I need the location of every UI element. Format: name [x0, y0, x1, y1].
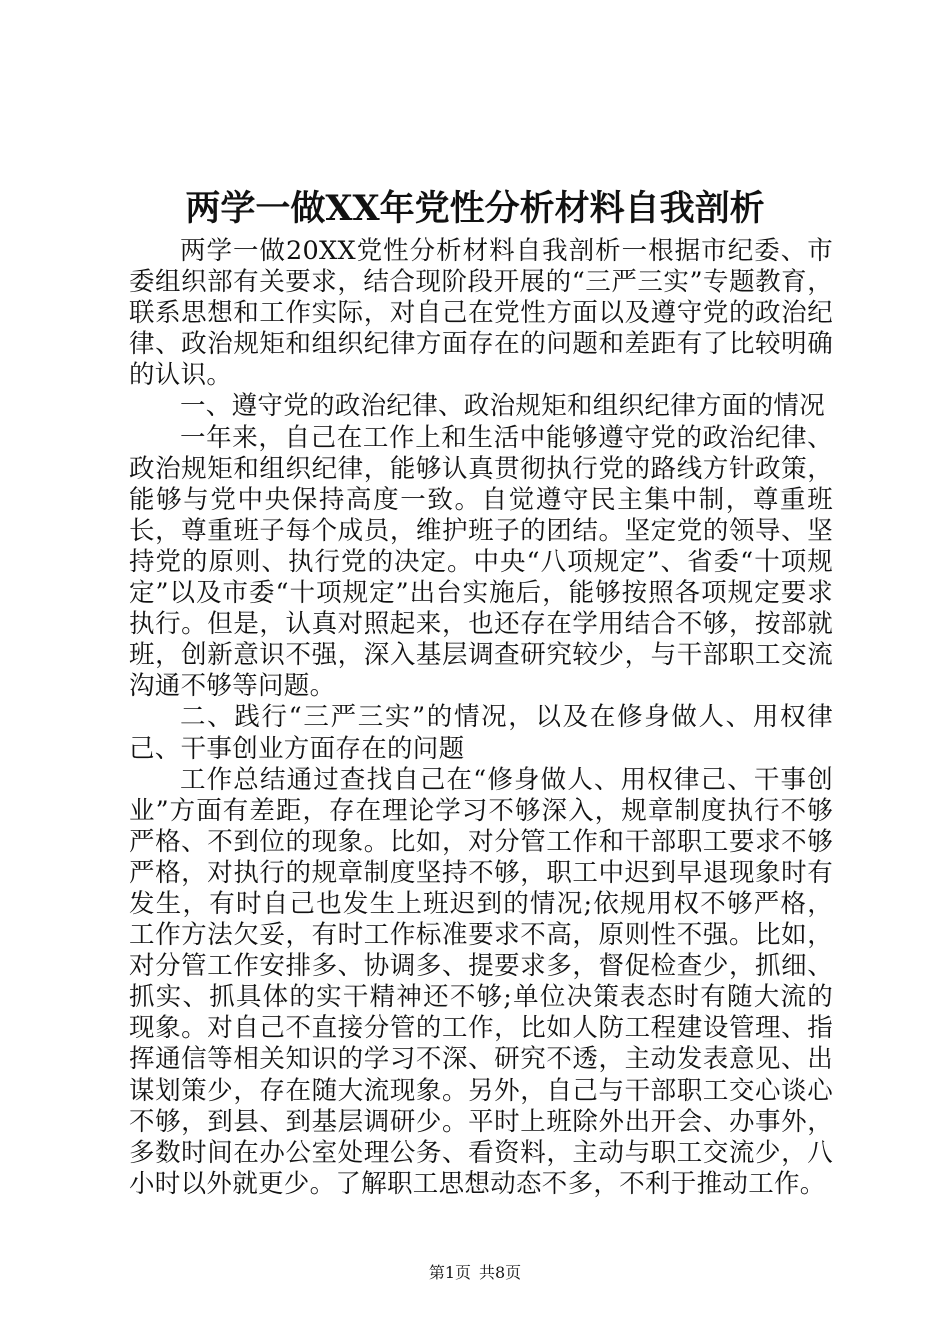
section-2-paragraph: 工作总结通过查找自己在“修身做人、用权律己、干事创业”方面有差距，存在理论学习不够深入，规章制度执行不够严格、不到位的现象。比如，对分管工作和干部职工要求不够严格，对执行的规章制度坚持不够，职工中迟到早退现象时有发生，有时自己也发生上班迟到的情况;依规用权不够严格，工作方法欠妥，有时工作标准要求不高，原则性不强。比如，对分管工作安排多、协调多、提要求多，督促检查少，抓细、抓实、抓具体的实干精神还不够;单位决策表态时有随大流的现象。对自己不直接分管的工作，比如人防工程建设管理、指挥通信等相关知识的学习不深、研究不透，主动发表意见、出谋划策少，存在随大流现象。另外，自己与干部职工交心谈心不够，到县、到基层调研少。平时上班除外出开会、办事外，多数时间在办公室处理公务、看资料，主动与职工交流少，八小时以外就更少。了解职工思想动态不多，不利于推动工作。 — [129, 764, 833, 1199]
page-number: 第1页 — [428, 1263, 471, 1282]
section-heading-2: 二、践行“三严三实”的情况，以及在修身做人、用权律己、干事创业方面存在的问题 — [129, 702, 833, 764]
page-total: 共8页 — [479, 1263, 522, 1282]
page-footer — [0, 1262, 950, 1284]
intro-paragraph: 两学一做20XX党性分析材料自我剖析一根据市纪委、市委组织部有关要求，结合现阶段开展的“三严三实”专题教育，联系思想和工作实际，对自己在党性方面以及遵守党的政治纪律、政治规矩和组织纪律方面存在的问题和差距有了比较明确的认识。 — [129, 236, 833, 391]
document-title: 两学一做XX年党性分析材料自我剖析 — [185, 188, 765, 229]
section-1-paragraph: 一年来，自己在工作上和生活中能够遵守党的政治纪律、政治规矩和组织纪律，能够认真贯彻执行党的路线方针政策，能够与党中央保持高度一致。自觉遵守民主集中制，尊重班长，尊重班子每个成员，维护班子的团结。坚定党的领导、坚持党的原则、执行党的决定。中央“八项规定”、省委“十项规定”以及市委“十项规定”出台实施后，能够按照各项规定要求执行。但是，认真对照起来，也还存在学用结合不够，按部就班，创新意识不强，深入基层调查研究较少，与干部职工交流沟通不够等问题。 — [129, 422, 833, 702]
document-body — [129, 236, 833, 1200]
section-heading-1: 一、遵守党的政治纪律、政治规矩和组织纪律方面的情况 — [180, 391, 826, 422]
